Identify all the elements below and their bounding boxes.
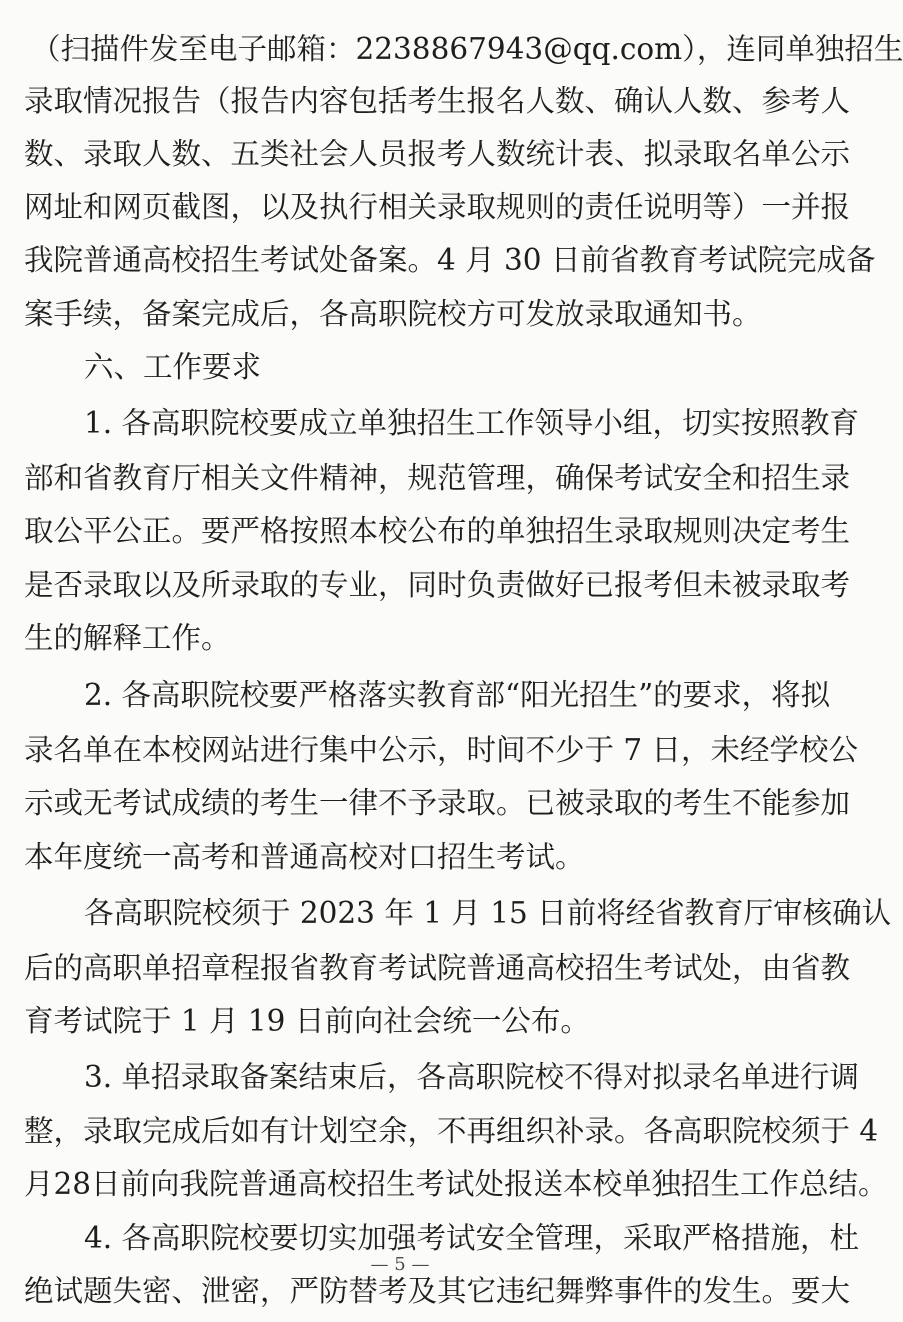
text-line-6: 案手续，备案完成后，各高职院校方可发放录取通知书。 [24, 297, 762, 331]
text-line-4: 网址和网页截图，以及执行相关录取规则的责任说明等）一并报 [24, 190, 851, 224]
text-line-1: （扫描件发至电子邮箱：2238867943@qq.com），连同单独招生 [31, 32, 903, 66]
text-line-15: 示或无考试成绩的考生一律不予录取。已被录取的考生不能参加 [24, 786, 851, 820]
text-line-13: 2. 各高职院校要严格落实教育部“阳光招生”的要求，将拟 [84, 678, 831, 712]
text-line-12: 生的解释工作。 [24, 621, 231, 655]
section-heading: 六、工作要求 [84, 350, 262, 384]
text-line-10: 取公平公正。要严格按照本校公布的单独招生录取规则决定考生 [24, 514, 851, 548]
text-line-23: 4. 各高职院校要切实加强考试安全管理，采取严格措施，杜 [84, 1221, 860, 1255]
text-line-8: 1. 各高职院校要成立单独招生工作领导小组，切实按照教育 [84, 406, 860, 440]
text-line-18: 后的高职单招章程报省教育考试院普通高校招生考试处，由省教 [24, 951, 851, 985]
text-line-11: 是否录取以及所录取的专业，同时负责做好已报考但未被录取考 [24, 568, 851, 602]
text-line-24: 绝试题失密、泄密，严防替考及其它违纪舞弊事件的发生。要大 [24, 1274, 851, 1308]
text-line-17: 各高职院校须于 2023 年 1 月 15 日前将经省教育厅审核确认 [84, 896, 892, 930]
text-line-21: 整，录取完成后如有计划空余，不再组织补录。各高职院校须于 4 [24, 1114, 879, 1148]
text-line-9: 部和省教育厅相关文件精神，规范管理，确保考试安全和招生录 [24, 461, 851, 495]
text-line-20: 3. 单招录取备案结束后，各高职院校不得对拟录名单进行调 [84, 1060, 860, 1094]
text-line-22: 月28日前向我院普通高校招生考试处报送本校单独招生工作总结。 [24, 1167, 888, 1201]
text-line-14: 录名单在本校网站进行集中公示，时间不少于 7 日，未经学校公 [24, 733, 859, 767]
text-line-16: 本年度统一高考和普通高校对口招生考试。 [24, 840, 585, 874]
text-line-2: 录取情况报告（报告内容包括考生报名人数、确认人数、参考人 [24, 84, 851, 118]
text-line-3: 数、录取人数、五类社会人员报考人数统计表、拟录取名单公示 [24, 137, 851, 171]
page-number: — 5 — [370, 1254, 430, 1275]
text-line-5: 我院普通高校招生考试处备案。4 月 30 日前省教育考试院完成备 [24, 243, 876, 277]
text-line-19: 育考试院于 1 月 19 日前向社会统一公布。 [24, 1004, 590, 1038]
